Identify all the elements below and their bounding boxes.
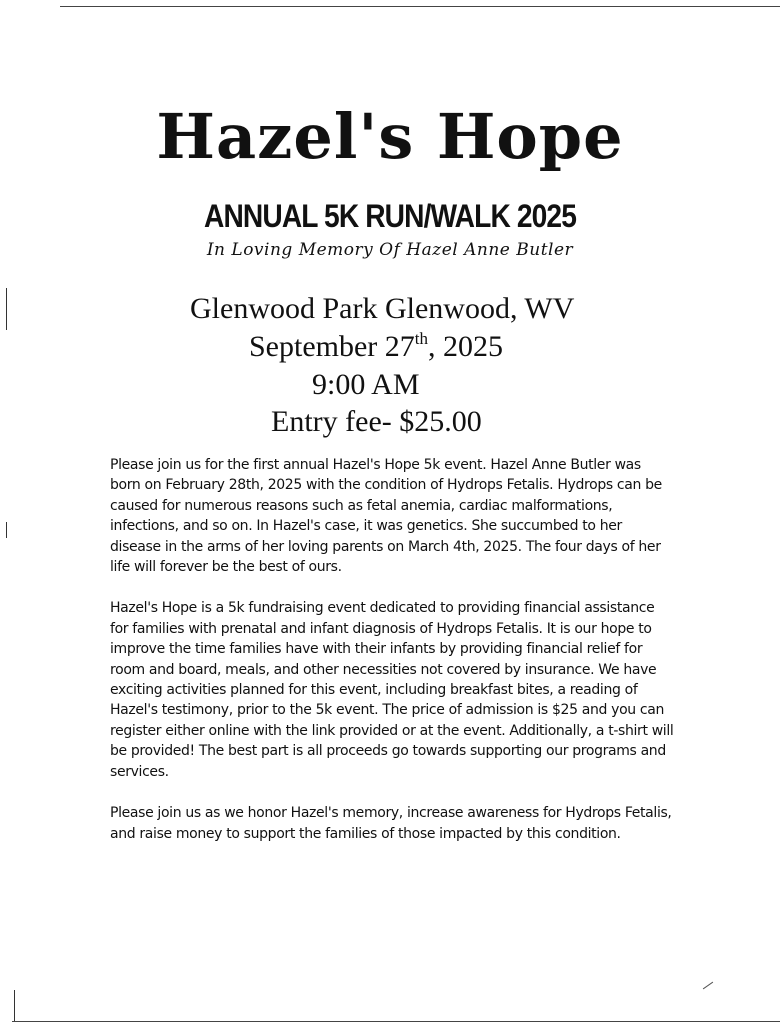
scan-margin-mark <box>6 522 7 538</box>
paragraph-mission: Hazel's Hope is a 5k fundraising event dedicated to providing financial assistance for families with prenatal and infant diagnosis of Hydrops Fetalis. It is our hope to improve the time families have with their infants by providing financial relief for room and board, meals, and other necessities not covered by insurance. We have exciting activities planned for this event, including breakfast bites, a reading of Hazel's testimony, prior to the 5k event. The price of admission is $25 and you can register either online with the link provided or at the event. Additionally, a t-shirt will be provided! The best part is all proceeds go towards supporting our programs and services. <box>110 600 674 780</box>
event-location: Glenwood Park Glenwood, WV <box>190 292 575 325</box>
entry-fee: Entry fee- $25.00 <box>271 405 482 438</box>
paragraph-closing: Please join us as we honor Hazel's memory, increase awareness for Hydrops Fetalis, and raise money to support the families of those impacted by this condition. <box>110 805 672 842</box>
event-date <box>249 328 503 366</box>
scan-edge-top <box>60 6 780 7</box>
page-title: Hazel's Hope <box>156 100 624 173</box>
event-time: 9:00 AM <box>312 368 420 401</box>
event-subtitle: ANNUAL 5K RUN/WALK 2025 <box>204 198 576 234</box>
body-text <box>110 455 674 865</box>
paragraph-intro: Please join us for the first annual Hazel's Hope 5k event. Hazel Anne Butler was born on February 28th, 2025 with the condition of Hydrops Fetalis. Hydrops can be caused for numerous reasons such as fetal anemia, cardiac malformations, infections, and so on. In Hazel's case, it was genetics. She succumbed to her disease in the arms of her loving parents on March 4th, 2025. The four days of her life will forever be the best of ours. <box>110 457 662 576</box>
memorial-dedication: In Loving Memory Of Hazel Anne Butler <box>206 240 574 260</box>
scan-margin-mark <box>14 990 15 1022</box>
event-date-year: , 2025 <box>428 330 504 363</box>
scan-edge-bottom <box>12 1021 780 1022</box>
event-date-ordinal: th <box>414 329 429 348</box>
scan-margin-mark <box>6 288 7 330</box>
event-date-day: September 27 <box>249 330 415 363</box>
pen-mark <box>703 982 713 990</box>
